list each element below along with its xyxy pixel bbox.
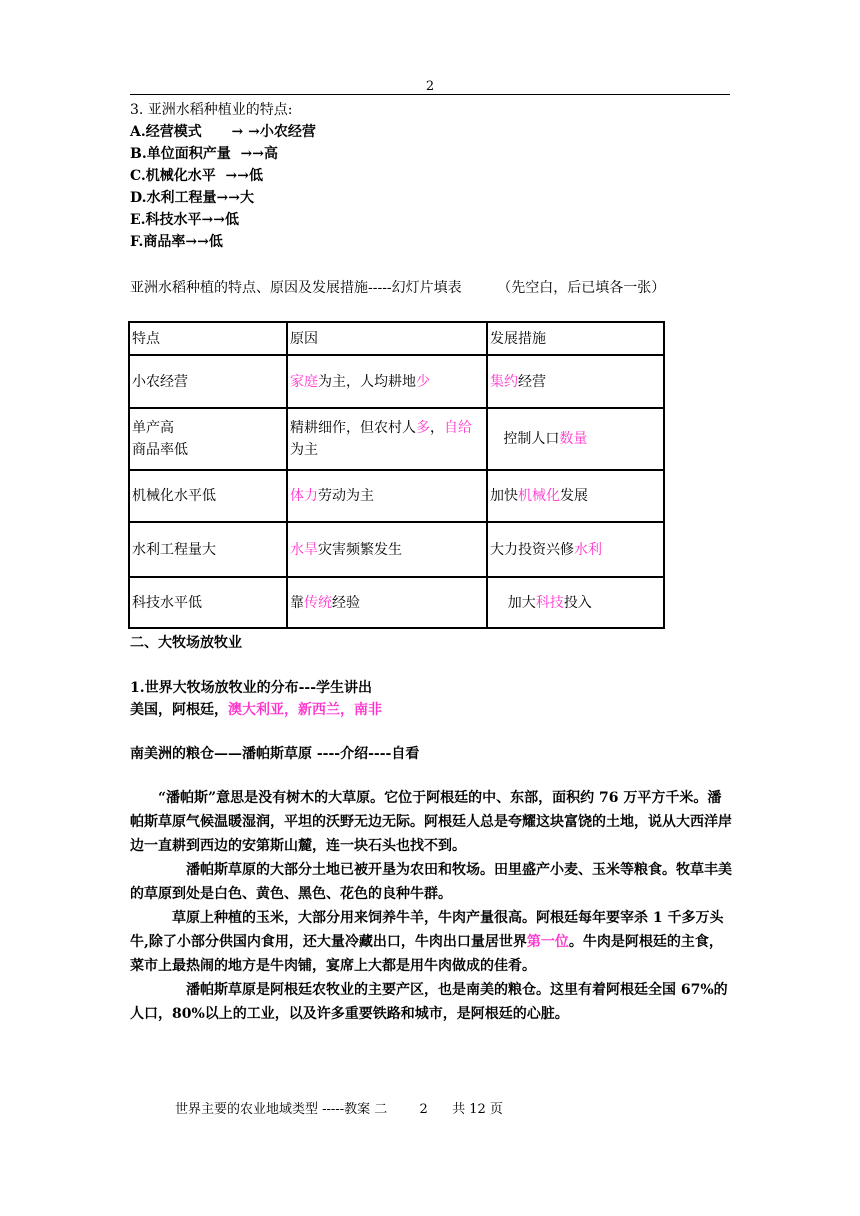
feature-item bbox=[130, 121, 316, 141]
feature-key: E.科技水平 bbox=[130, 212, 202, 228]
table-caption: 亚洲水稻种植的特点、原因及发展措施-----幻灯片填表 （先空白，后已填各一张） bbox=[130, 280, 666, 296]
cell-reason: 靠传统经验 bbox=[287, 577, 487, 628]
cell-feature: 机械化水平低 bbox=[129, 470, 287, 522]
feature-key: D.水利工程量 bbox=[130, 190, 217, 206]
feature-value: 小农经营 bbox=[259, 124, 316, 140]
cell-measure: 集约经营 bbox=[487, 355, 664, 408]
feature-key: A.经营模式 bbox=[130, 124, 202, 140]
cell-measure: 大力投资兴修水利 bbox=[487, 522, 664, 577]
arrow-icon: →→ bbox=[240, 146, 264, 162]
cell-reason: 精耕细作，但农村人多，自给为主 bbox=[287, 408, 487, 470]
page-number: 2 bbox=[425, 79, 435, 94]
header-rule bbox=[130, 94, 730, 95]
cell-feature: 小农经营 bbox=[129, 355, 287, 408]
header-measure: 发展措施 bbox=[487, 322, 664, 355]
cell-feature: 单产高 商品率低 bbox=[129, 408, 287, 470]
feature-key: B.单位面积产量 bbox=[130, 146, 231, 162]
feature-value: 大 bbox=[239, 190, 254, 206]
arrow-icon: →→ bbox=[201, 212, 226, 228]
feature-value: 低 bbox=[225, 212, 240, 228]
countries-line bbox=[130, 699, 382, 719]
feature-value: 低 bbox=[249, 168, 263, 184]
cell-feature: 科技水平低 bbox=[129, 577, 287, 628]
header-feature: 特点 bbox=[129, 322, 287, 355]
table-row bbox=[129, 470, 664, 522]
section3-title: 3. 亚洲水稻种植业的特点: bbox=[130, 102, 293, 118]
cell-measure: 控制人口数量 bbox=[487, 408, 664, 470]
countries-pink: 澳大利亚，新西兰，南非 bbox=[228, 702, 382, 718]
table-header-row bbox=[129, 322, 664, 355]
paragraph-1: “潘帕斯”意思是没有树木的大草原。它位于阿根廷的中、东部，面积约 76 万平方千米。潘帕斯草原气候温暖湿润，平坦的沃野无边无际。阿根廷人总是夸耀这块富饶的土地，说从大西洋岸边一直耕到西边的安第斯山麓，连一块石头也找不到。 bbox=[130, 790, 732, 854]
section2-sub2: 南美洲的粮仓——潘帕斯草原 ----介绍----自看 bbox=[130, 746, 420, 762]
table-row bbox=[129, 522, 664, 577]
arrow-icon: →→ bbox=[216, 190, 240, 206]
cell-measure: 加快机械化发展 bbox=[487, 470, 664, 522]
paragraph-4: 潘帕斯草原是阿根廷农牧业的主要产区，也是南美的粮仓。这里有着阿根廷全国 67%的人口，80%以上的工业，以及许多重要铁路和城市，是阿根廷的心脏。 bbox=[130, 982, 728, 1022]
cell-reason: 家庭为主，人均耕地少 bbox=[287, 355, 487, 408]
feature-key: C.机械化水平 bbox=[130, 168, 216, 184]
cell-measure: 加大科技投入 bbox=[487, 577, 664, 628]
arrow-icon: → → bbox=[231, 124, 260, 140]
table-row bbox=[129, 355, 664, 408]
footer-page: 2 bbox=[419, 1102, 428, 1117]
feature-item bbox=[130, 209, 239, 229]
footer-total: 共 12 页 bbox=[452, 1102, 503, 1117]
highlight-first-place: 第一位 bbox=[526, 934, 569, 950]
feature-item bbox=[130, 231, 223, 251]
cell-reason: 体力劳动为主 bbox=[287, 470, 487, 522]
header-reason: 原因 bbox=[287, 322, 487, 355]
feature-value: 低 bbox=[208, 234, 223, 250]
feature-item bbox=[130, 165, 263, 185]
countries-plain: 美国，阿根廷， bbox=[130, 702, 228, 718]
section2-sub1: 1.世界大牧场放牧业的分布---学生讲出 bbox=[130, 680, 373, 696]
arrow-icon: →→ bbox=[185, 234, 209, 250]
footer bbox=[175, 1098, 503, 1117]
cell-reason: 水旱灾害频繁发生 bbox=[287, 522, 487, 577]
cell-feature: 水利工程量大 bbox=[129, 522, 287, 577]
feature-value: 高 bbox=[263, 146, 278, 162]
feature-item bbox=[130, 187, 254, 207]
footer-title: 世界主要的农业地域类型 -----教案 二 bbox=[175, 1102, 388, 1117]
rice-table bbox=[128, 321, 665, 629]
feature-key: F.商品率 bbox=[130, 234, 186, 250]
paragraph-3: 草原上种植的玉米，大部分用来饲养牛羊，牛肉产量很高。阿根廷每年要宰杀 1 千多万头牛,除了小部分供国内食用，还大量冷藏出口，牛肉出口量居世界第一位。牛肉是阿根廷的主食，菜市上最热闹的地方是牛肉铺，宴席上大都是用牛肉做成的佳肴。 bbox=[130, 910, 724, 974]
feature-item bbox=[130, 143, 278, 163]
table-row bbox=[129, 408, 664, 470]
table-row bbox=[129, 577, 664, 628]
paragraph-2: 潘帕斯草原的大部分土地已被开垦为农田和牧场。田里盛产小麦、玉米等粮食。牧草丰美的草原到处是白色、黄色、黑色、花色的良种牛群。 bbox=[130, 862, 732, 902]
section2-title: 二、大牧场放牧业 bbox=[130, 635, 242, 651]
arrow-icon: →→ bbox=[225, 168, 249, 184]
